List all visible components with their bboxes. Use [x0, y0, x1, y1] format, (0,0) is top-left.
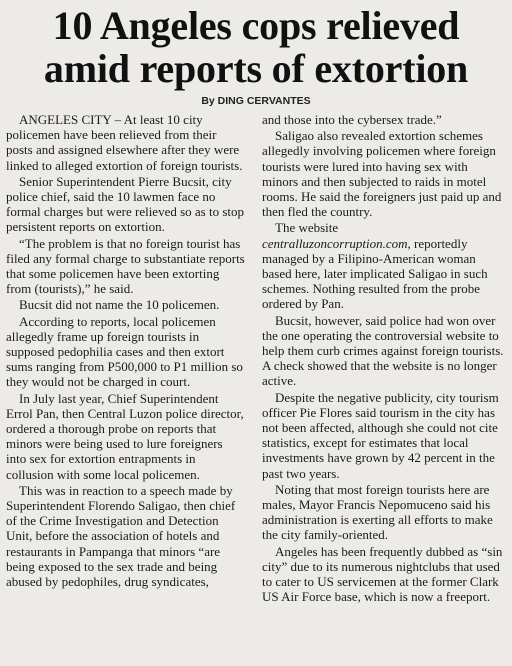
website-intro: The website: [275, 220, 339, 236]
headline-line-1: 10 Angeles cops relieved: [52, 3, 460, 48]
headline-line-2: amid reports of extortion: [43, 46, 469, 91]
paragraph: Noting that most foreign tourists here are males, Mayor Francis Nepomuceno said his administration is exerting all efforts to make the city family-oriented.: [262, 481, 493, 543]
byline: By DING CERVANTES: [201, 95, 311, 107]
left-column: [6, 112, 246, 590]
paragraph: This was in reaction to a speech made by Superintendent Florendo Saligao, then chief of the Crime Investigation and Detection Unit, before the association of hotels and restaurants in Pampanga that minors “are being exposed to the sex trade and being abused by pedophiles, drug syndicates,: [6, 482, 236, 590]
paragraph: Bucsit did not name the 10 policemen.: [19, 297, 220, 313]
right-column: [262, 112, 506, 606]
website-rest: , reportedly managed by a Filipino-American woman based here, later implicated Saligao in such schemes. Nothing resulted from the probe ordered by Pan.: [262, 235, 488, 312]
paragraph: Bucsit, however, said police had won over the one operating the controversial website to help them curb crimes against foreign tourists. A check showed that the website is no longer active.: [262, 312, 504, 389]
paragraph: ANGELES CITY – At least 10 city policemen have been relieved from their posts and assigned elsewhere after they were linked to alleged extortion of foreign tourists.: [6, 112, 243, 173]
paragraph-continued: and those into the cybersex trade.”: [262, 112, 442, 127]
website-url: centralluzoncorruption.com: [262, 235, 408, 251]
paragraph: Senior Superintendent Pierre Bucsit, city police chief, said the 10 lawmen face no formal charges but were relieved so as to stop persistent reports on extortion.: [6, 173, 245, 235]
paragraph-website: [262, 220, 506, 311]
paragraph: “The problem is that no foreign tourist has filed any formal charge to substantiate reports that some policemen have been extorting from (tourists),” he said.: [6, 235, 245, 297]
paragraph: Saligao also revealed extortion schemes allegedly involving policemen where foreign tourists were lured into having sex with minors and then subjected to raids in motel rooms. He said the foreigners just paid up and then fled the country.: [262, 128, 502, 220]
headline: [0, 4, 512, 90]
paragraph: Despite the negative publicity, city tourism officer Pie Flores said tourism in the city has not been affected, although she could not cite statistics, except for estimates that local investments have grown by 42 percent in the past two years.: [262, 389, 499, 481]
paragraph: In July last year, Chief Superintendent Errol Pan, then Central Luzon police director, ordered a thorough probe on reports that minors were being used to lure foreigners into sex for extortion entrapments in collusion with some local policemen.: [6, 390, 244, 482]
paragraph: Angeles has been frequently dubbed as “sin city” due to its numerous nightclubs that used to cater to US servicemen at the former Clark US Air Force base, which is now a freeport.: [262, 543, 503, 605]
paragraph: According to reports, local policemen allegedly frame up foreign tourists in supposed pedophilia cases and then extort sums ranging from P500,000 to P1 million so they would not be charged in court.: [6, 313, 243, 390]
